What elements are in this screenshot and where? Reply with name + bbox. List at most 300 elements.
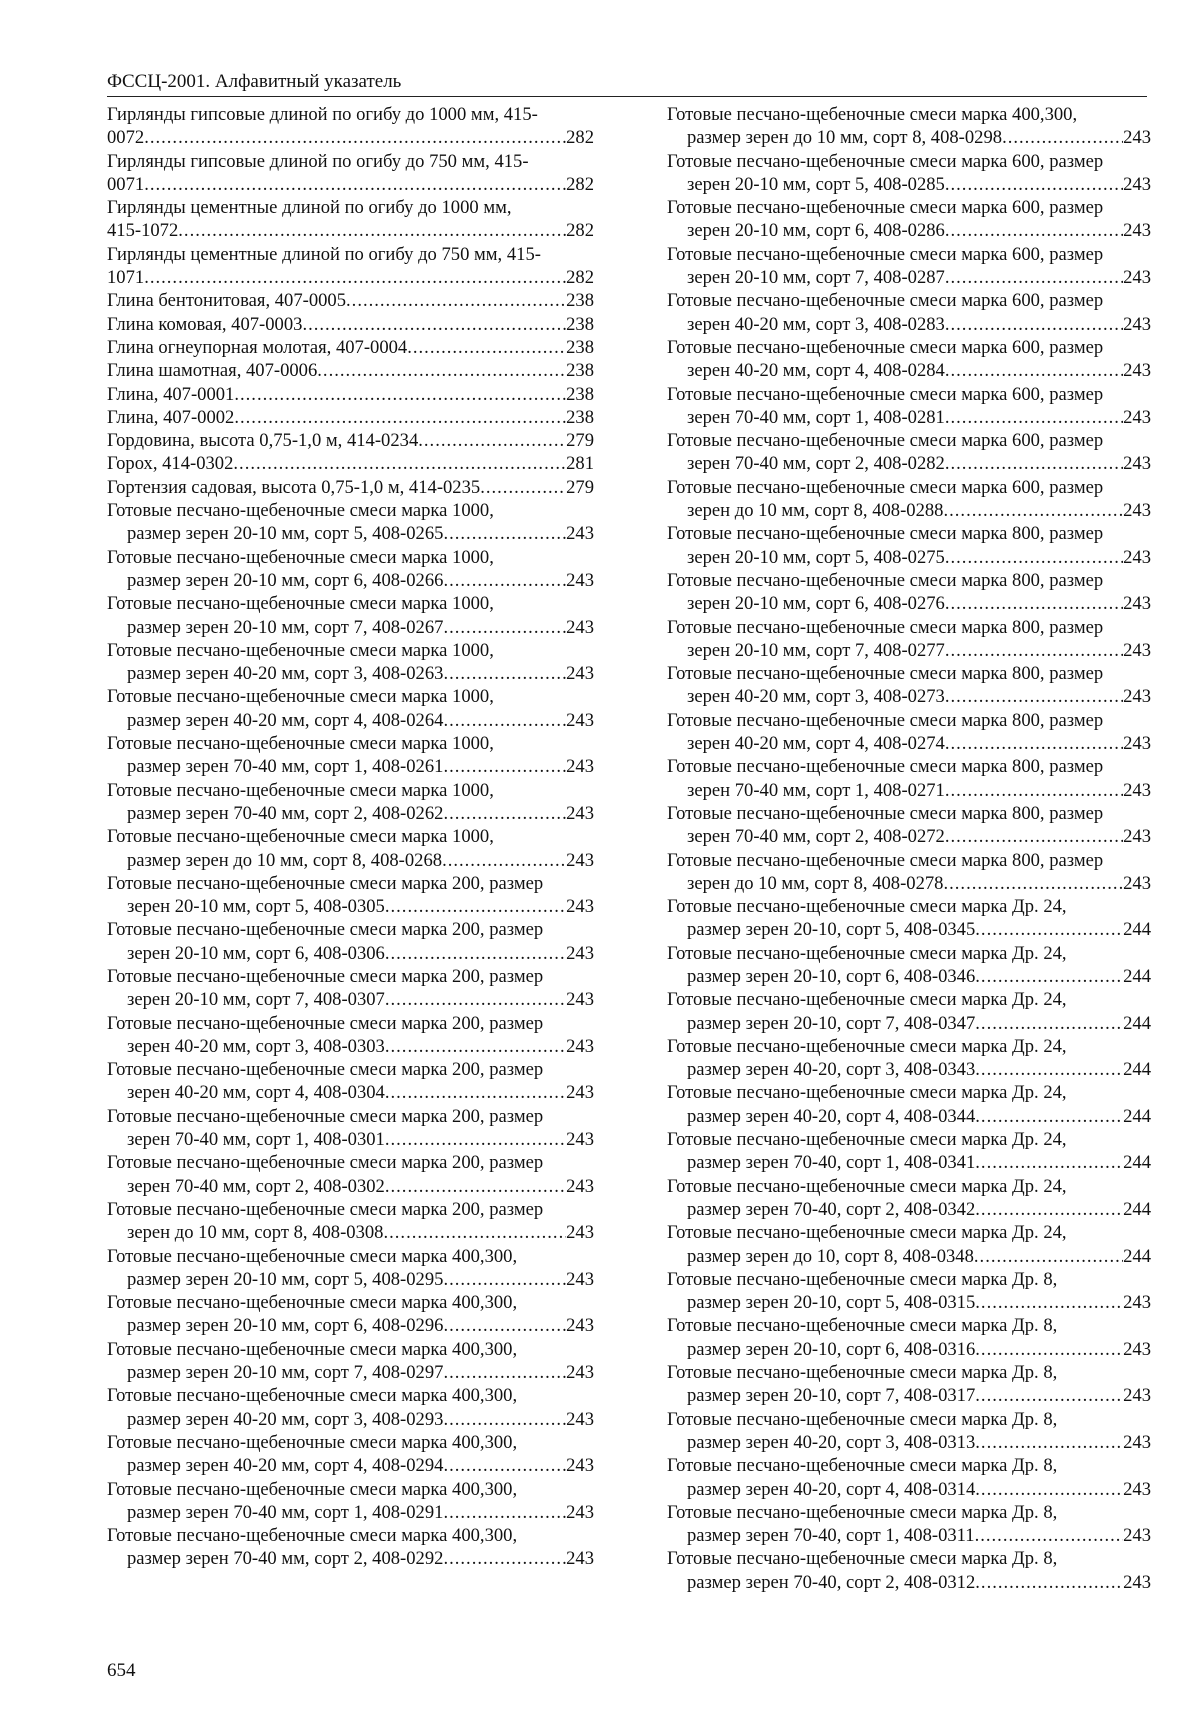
index-entry-page: 243 [566, 523, 594, 545]
index-entry-line [667, 825, 1151, 848]
index-entry-title: Готовые песчано-щебеночные смеси марка 200, размер [107, 1059, 544, 1081]
index-entry-page: 243 [566, 1548, 594, 1570]
index-entry-line [107, 359, 594, 382]
index-entry [667, 802, 1151, 849]
dot-leader [443, 522, 566, 545]
index-entry-line [107, 755, 594, 778]
index-entry-title: Готовые песчано-щебеночные смеси марка 200, размер [107, 1012, 544, 1034]
index-entry-title: Готовые песчано-щебеночные смеси марка 200, размер [107, 1152, 544, 1174]
index-entry [667, 709, 1151, 756]
dot-leader [442, 849, 566, 872]
dot-leader [975, 1151, 1123, 1174]
index-entry [667, 988, 1151, 1035]
index-entry-line [107, 895, 594, 918]
index-entry-line [107, 289, 594, 312]
index-entry-title: Гирлянды цементные длиной по огибу до 750 мм, 415- [107, 243, 541, 265]
index-entry [667, 1081, 1151, 1128]
index-entry-page: 243 [566, 989, 594, 1011]
index-entry-page: 243 [566, 1501, 594, 1523]
index-entry-line [107, 1501, 594, 1524]
index-entry [667, 1221, 1151, 1268]
index-entry-code: зерен 40-20 мм, сорт 3, 408-0283 [687, 313, 945, 335]
dot-leader [975, 1571, 1123, 1594]
index-entry-page: 243 [566, 756, 594, 778]
index-entry [667, 895, 1151, 942]
dot-leader [945, 732, 1123, 755]
index-entry [667, 1361, 1151, 1408]
index-entry-title: Готовые песчано-щебеночные смеси марка 800, размер [667, 756, 1104, 778]
dot-leader [943, 499, 1123, 522]
index-entry-title: Готовые песчано-щебеночные смеси марка 600, размер [667, 150, 1104, 172]
index-entry-line [667, 1384, 1151, 1407]
index-entry [107, 592, 594, 639]
index-entry-code: Глина, 407-0002 [107, 406, 235, 428]
index-entry-title: Готовые песчано-щебеночные смеси марка Др. 24, [667, 1175, 1067, 1197]
index-entry-page: 282 [566, 127, 594, 149]
index-entry-line [667, 1058, 1151, 1081]
index-entry-code: размер зерен 40-20, сорт 3, 408-0313 [687, 1431, 976, 1453]
index-entry-page: 282 [566, 173, 594, 195]
index-entry-code: размер зерен 70-40 мм, сорт 2, 408-0262 [127, 802, 444, 824]
dot-leader [385, 895, 566, 918]
index-entry-code: зерен до 10 мм, сорт 8, 408-0288 [687, 500, 944, 522]
index-entry-title: Готовые песчано-щебеночные смеси марка 200, размер [107, 1105, 544, 1127]
index-entry [667, 150, 1151, 197]
index-entry-page: 279 [566, 476, 594, 498]
index-entry-code: зерен 70-40 мм, сорт 1, 408-0281 [687, 406, 945, 428]
index-entry [667, 616, 1151, 663]
index-entry-code: размер зерен 20-10, сорт 7, 408-0317 [687, 1385, 976, 1407]
index-entry-line [667, 1012, 1151, 1035]
index-entry [107, 1151, 594, 1198]
dot-leader [443, 1454, 566, 1477]
index-entry-page: 243 [1123, 313, 1151, 335]
index-entry-line [107, 802, 594, 825]
index-entry-page: 238 [566, 360, 594, 382]
dot-leader [443, 755, 566, 778]
index-entry [667, 1454, 1151, 1501]
index-entry-code: Глина бентонитовая, 407-0005 [107, 290, 347, 312]
index-entry-title: Готовые песчано-щебеночные смеси марка 400,300, [107, 1292, 518, 1314]
index-entry-page: 243 [1123, 546, 1151, 568]
dot-leader [234, 383, 566, 406]
index-entry-page: 243 [1123, 1338, 1151, 1360]
index-entry-page: 243 [566, 1175, 594, 1197]
index-entry-title: Готовые песчано-щебеночные смеси марка 600, размер [667, 336, 1104, 358]
index-entry-page: 243 [1123, 267, 1151, 289]
index-entry-title: Готовые песчано-щебеночные смеси марка 600, размер [667, 290, 1104, 312]
index-entry-line [107, 988, 594, 1011]
index-entry-line [667, 918, 1151, 941]
index-entry-code: зерен 20-10 мм, сорт 5, 408-0285 [687, 173, 945, 195]
index-entry-page: 244 [1123, 965, 1151, 987]
dot-leader [317, 359, 566, 382]
index-entry [107, 313, 594, 336]
index-entry-line [667, 499, 1151, 522]
index-entry-line [667, 592, 1151, 615]
index-entry-code: размер зерен 40-20 мм, сорт 4, 408-0294 [127, 1455, 444, 1477]
index-entry-code: зерен 40-20 мм, сорт 3, 408-0273 [687, 686, 945, 708]
index-entry-code: размер зерен 70-40 мм, сорт 1, 408-0291 [127, 1501, 444, 1523]
index-entry-page: 238 [566, 290, 594, 312]
index-entry-code: размер зерен до 10 мм, сорт 8, 408-0298 [687, 127, 1003, 149]
index-entry-title: Готовые песчано-щебеночные смеси марка Др. 8, [667, 1548, 1058, 1570]
index-entry-code: 0071 [107, 173, 145, 195]
index-entry-code: зерен 20-10 мм, сорт 7, 408-0277 [687, 639, 945, 661]
dot-leader [945, 546, 1123, 569]
index-entry [107, 1431, 594, 1478]
index-entry-line [667, 406, 1151, 429]
index-entry [107, 406, 594, 429]
index-entry-line [667, 1338, 1151, 1361]
index-entry [107, 336, 594, 359]
index-entry-line [107, 313, 594, 336]
index-entry-line [107, 849, 594, 872]
index-entry-code: Гортензия садовая, высота 0,75-1,0 м, 414-0235 [107, 476, 481, 498]
index-entry-code: Глина, 407-0001 [107, 383, 235, 405]
index-entry-line [667, 1198, 1151, 1221]
index-entry-line [667, 452, 1151, 475]
index-entry-page: 243 [1123, 872, 1151, 894]
dot-leader [443, 802, 566, 825]
index-entry-page: 243 [566, 1408, 594, 1430]
dot-leader [945, 219, 1123, 242]
index-entry-title: Готовые песчано-щебеночные смеси марка 400,300, [107, 1431, 518, 1453]
index-entry-title: Готовые песчано-щебеночные смеси марка 400,300, [107, 1338, 518, 1360]
index-entry [667, 429, 1151, 476]
index-entry-title: Готовые песчано-щебеночные смеси марка 1000, [107, 733, 494, 755]
index-entry-code: 415-1072 [107, 220, 179, 242]
index-entry-line [107, 1128, 594, 1151]
index-entry-page: 238 [566, 313, 594, 335]
index-entry [667, 1128, 1151, 1175]
index-entry-title: Готовые песчано-щебеночные смеси марка Др. 8, [667, 1501, 1058, 1523]
index-entry-line [667, 546, 1151, 569]
index-entry-page: 243 [566, 1268, 594, 1290]
index-column-right [667, 103, 1151, 1594]
index-entry-code: размер зерен 20-10 мм, сорт 7, 408-0267 [127, 616, 444, 638]
index-entry-title: Готовые песчано-щебеночные смеси марка 1000, [107, 593, 494, 615]
index-entry-page: 243 [566, 1082, 594, 1104]
index-entry [667, 1035, 1151, 1082]
dot-leader [418, 429, 566, 452]
dot-leader [443, 709, 566, 732]
dot-leader [443, 1547, 566, 1570]
index-entry-title: Гирлянды гипсовые длиной по огибу до 750 мм, 415- [107, 150, 529, 172]
index-entry [667, 569, 1151, 616]
index-entry-page: 238 [566, 406, 594, 428]
index-entry [107, 1198, 594, 1245]
index-entry-code: зерен 70-40 мм, сорт 2, 408-0302 [127, 1175, 385, 1197]
index-entry-line [107, 1547, 594, 1570]
index-entry-line [667, 1291, 1151, 1314]
index-entry-line [667, 1431, 1151, 1454]
index-entry [107, 499, 594, 546]
dot-leader [975, 1198, 1123, 1221]
index-entry-line [667, 266, 1151, 289]
dot-leader [144, 126, 566, 149]
dot-leader [144, 173, 566, 196]
index-entry-page: 282 [566, 267, 594, 289]
index-entry-title: Готовые песчано-щебеночные смеси марка 800, размер [667, 523, 1104, 545]
dot-leader [178, 219, 566, 242]
dot-leader [443, 1314, 566, 1337]
index-entry-code: зерен 20-10 мм, сорт 7, 408-0307 [127, 989, 385, 1011]
index-entry-page: 243 [1123, 360, 1151, 382]
index-entry-code: размер зерен 20-10 мм, сорт 5, 408-0265 [127, 523, 444, 545]
index-entry-page: 238 [566, 336, 594, 358]
index-entry-code: размер зерен 70-40 мм, сорт 1, 408-0261 [127, 756, 444, 778]
index-entry-code: размер зерен 20-10, сорт 6, 408-0346 [687, 965, 976, 987]
index-entry [107, 1058, 594, 1105]
index-entry [107, 103, 594, 150]
index-entry-title: Готовые песчано-щебеночные смеси марка Др. 24, [667, 989, 1067, 1011]
dot-leader [945, 639, 1123, 662]
index-entry-title: Готовые песчано-щебеночные смеси марка 1000, [107, 779, 494, 801]
index-entry [667, 522, 1151, 569]
dot-leader [443, 569, 566, 592]
index-entry-code: зерен 70-40 мм, сорт 2, 408-0282 [687, 453, 945, 475]
dot-leader [975, 1384, 1123, 1407]
index-entry-code: 0072 [107, 127, 145, 149]
index-entry-page: 279 [566, 430, 594, 452]
index-entry-code: зерен 70-40 мм, сорт 1, 408-0301 [127, 1129, 385, 1151]
dot-leader [945, 313, 1123, 336]
index-entry-code: зерен 20-10 мм, сорт 5, 408-0305 [127, 896, 385, 918]
index-entry-title: Готовые песчано-щебеночные смеси марка 200, размер [107, 1198, 544, 1220]
index-entry [667, 1501, 1151, 1548]
index-entry-page: 243 [1123, 220, 1151, 242]
index-entry-line [107, 406, 594, 429]
index-entry-title: Готовые песчано-щебеночные смеси марка 1000, [107, 546, 494, 568]
index-entry-code: размер зерен 20-10, сорт 5, 408-0315 [687, 1292, 976, 1314]
index-entry-title: Готовые песчано-щебеночные смеси марка Др. 8, [667, 1362, 1058, 1384]
index-entry-line [107, 1175, 594, 1198]
index-entry [667, 196, 1151, 243]
index-entry-code: зерен до 10 мм, сорт 8, 408-0278 [687, 872, 944, 894]
dot-leader [443, 1361, 566, 1384]
index-entry-code: размер зерен до 10, сорт 8, 408-0348 [687, 1245, 974, 1267]
index-entry-code: размер зерен 70-40 мм, сорт 2, 408-0292 [127, 1548, 444, 1570]
index-entry-title: Гирлянды цементные длиной по огибу до 1000 мм, [107, 197, 512, 219]
index-entry [107, 452, 594, 475]
index-entry-title: Готовые песчано-щебеночные смеси марка Др. 24, [667, 942, 1067, 964]
index-entry-line [667, 965, 1151, 988]
index-entry [667, 1175, 1151, 1222]
index-entry [667, 1314, 1151, 1361]
index-entry-code: размер зерен 70-40, сорт 2, 408-0342 [687, 1198, 976, 1220]
index-entry-line [667, 1245, 1151, 1268]
index-entry-line [667, 685, 1151, 708]
index-entry-page: 243 [1123, 127, 1151, 149]
index-entry-title: Готовые песчано-щебеночные смеси марка 1000, [107, 500, 494, 522]
index-entry-title: Готовые песчано-щебеночные смеси марка 800, размер [667, 849, 1104, 871]
index-entry-code: зерен 20-10 мм, сорт 5, 408-0275 [687, 546, 945, 568]
index-entry-page: 244 [1123, 1245, 1151, 1267]
index-entry-code: размер зерен 20-10, сорт 5, 408-0345 [687, 919, 976, 941]
index-entry [107, 383, 594, 406]
index-entry-code: размер зерен до 10 мм, сорт 8, 408-0268 [127, 849, 443, 871]
index-entry-line [667, 779, 1151, 802]
index-entry-page: 244 [1123, 1152, 1151, 1174]
index-entry-title: Готовые песчано-щебеночные смеси марка 400,300, [107, 1525, 518, 1547]
dot-leader [945, 406, 1123, 429]
index-entry-line [667, 1571, 1151, 1594]
index-entry-code: зерен 20-10 мм, сорт 7, 408-0287 [687, 267, 945, 289]
dot-leader [480, 476, 566, 499]
index-entry [107, 1245, 594, 1292]
index-entry-line [107, 1314, 594, 1337]
index-entry-code: размер зерен 40-20 мм, сорт 3, 408-0263 [127, 663, 444, 685]
dot-leader [945, 266, 1123, 289]
index-entry-page: 282 [566, 220, 594, 242]
index-entry-code: размер зерен 20-10 мм, сорт 7, 408-0297 [127, 1362, 444, 1384]
index-entry [107, 1478, 594, 1525]
index-entry [107, 289, 594, 312]
index-entry-line [107, 1035, 594, 1058]
index-entry-code: зерен 70-40 мм, сорт 1, 408-0271 [687, 779, 945, 801]
index-entry [667, 383, 1151, 430]
index-entry-page: 243 [1123, 1431, 1151, 1453]
index-entry-code: Глина комовая, 407-0003 [107, 313, 303, 335]
index-entry [107, 150, 594, 197]
dot-leader [1002, 126, 1123, 149]
index-entry-page: 243 [1123, 173, 1151, 195]
index-entry-title: Готовые песчано-щебеночные смеси марка Др. 8, [667, 1408, 1058, 1430]
index-entry-page: 243 [1123, 733, 1151, 755]
index-entry-page: 243 [566, 896, 594, 918]
dot-leader [945, 359, 1123, 382]
index-entry-page: 243 [566, 1129, 594, 1151]
dot-leader [945, 452, 1123, 475]
dot-leader [144, 266, 566, 289]
index-entry-title: Готовые песчано-щебеночные смеси марка 1000, [107, 686, 494, 708]
index-entry-page: 243 [566, 849, 594, 871]
index-entry-page: 243 [566, 942, 594, 964]
dot-leader [385, 1128, 566, 1151]
index-entry-page: 244 [1123, 1105, 1151, 1127]
index-entry-title: Готовые песчано-щебеночные смеси марка Др. 8, [667, 1455, 1058, 1477]
dot-leader [945, 685, 1123, 708]
index-entry-line [667, 173, 1151, 196]
index-entry-page: 243 [1123, 1292, 1151, 1314]
index-entry-title: Готовые песчано-щебеночные смеси марка 1000, [107, 826, 494, 848]
index-entry-page: 244 [1123, 1198, 1151, 1220]
index-entry [667, 662, 1151, 709]
index-entry-line [667, 639, 1151, 662]
dot-leader [975, 1338, 1123, 1361]
index-entry [107, 732, 594, 779]
index-entry-line [667, 1105, 1151, 1128]
index-entry-line [107, 662, 594, 685]
index-entry-title: Готовые песчано-щебеночные смеси марка 800, размер [667, 709, 1104, 731]
page-number: 654 [107, 1660, 136, 1681]
index-entry-code: зерен до 10 мм, сорт 8, 408-0308 [127, 1222, 384, 1244]
dot-leader [975, 1058, 1123, 1081]
index-entry-title: Готовые песчано-щебеночные смеси марка 200, размер [107, 965, 544, 987]
dot-leader [443, 1268, 566, 1291]
index-entry-code: зерен 20-10 мм, сорт 6, 408-0276 [687, 593, 945, 615]
dot-leader [302, 313, 566, 336]
index-entry-title: Готовые песчано-щебеночные смеси марка 800, размер [667, 802, 1104, 824]
dot-leader [443, 1501, 566, 1524]
index-entry-line [107, 569, 594, 592]
index-entry-page: 243 [1123, 406, 1151, 428]
index-entry-line [667, 1524, 1151, 1547]
index-entry-line [107, 1081, 594, 1104]
index-entry [107, 1384, 594, 1431]
index-entry-line [667, 219, 1151, 242]
index-entry-title: Готовые песчано-щебеночные смеси марка 800, размер [667, 663, 1104, 685]
index-entry [667, 755, 1151, 802]
index-entry-code: Гордовина, высота 0,75-1,0 м, 414-0234 [107, 430, 419, 452]
dot-leader [233, 452, 566, 475]
dot-leader [975, 1105, 1123, 1128]
index-entry [667, 336, 1151, 383]
dot-leader [945, 825, 1123, 848]
index-entry-line [107, 942, 594, 965]
index-entry-page: 243 [1123, 639, 1151, 661]
index-entry-page: 243 [1123, 826, 1151, 848]
index-entry-code: размер зерен 40-20 мм, сорт 3, 408-0293 [127, 1408, 444, 1430]
index-entry-title: Готовые песчано-щебеночные смеси марка 600, размер [667, 476, 1104, 498]
index-entry-line [107, 1361, 594, 1384]
index-entry-title: Готовые песчано-щебеночные смеси марка Др. 24, [667, 896, 1067, 918]
page-title: ФССЦ-2001. Алфавитный указатель [107, 71, 402, 92]
index-entry-title: Готовые песчано-щебеночные смеси марка Др. 24, [667, 1082, 1067, 1104]
index-entry-page: 243 [1123, 686, 1151, 708]
index-entry [107, 476, 594, 499]
index-entry [667, 1547, 1151, 1594]
index-entry-line [667, 126, 1151, 149]
index-entry-page: 243 [566, 663, 594, 685]
index-entry-line [107, 1454, 594, 1477]
index-column-left [107, 103, 594, 1571]
index-entry-code: зерен 40-20 мм, сорт 3, 408-0303 [127, 1035, 385, 1057]
index-entry-page: 243 [566, 1035, 594, 1057]
index-entry [667, 103, 1151, 150]
index-entry-title: Готовые песчано-щебеночные смеси марка 400,300, [107, 1245, 518, 1267]
dot-leader [385, 1175, 566, 1198]
index-entry-code: размер зерен 40-20, сорт 4, 408-0344 [687, 1105, 976, 1127]
index-entry-line [107, 173, 594, 196]
index-entry-title: Готовые песчано-щебеночные смеси марка 200, размер [107, 872, 544, 894]
index-entry-title: Готовые песчано-щебеночные смеси марка 600, размер [667, 197, 1104, 219]
dot-leader [945, 592, 1123, 615]
index-entry-code: размер зерен 70-40, сорт 1, 408-0311 [687, 1525, 975, 1547]
index-entry [667, 289, 1151, 336]
index-entry-title: Гирлянды гипсовые длиной по огибу до 1000 мм, 415- [107, 104, 538, 125]
index-entry-line [107, 709, 594, 732]
dot-leader [945, 173, 1123, 196]
index-entry-page: 243 [566, 1455, 594, 1477]
index-entry [107, 639, 594, 686]
index-entry-code: размер зерен 40-20, сорт 4, 408-0314 [687, 1478, 976, 1500]
index-entry [667, 849, 1151, 896]
index-entry-title: Готовые песчано-щебеночные смеси марка Др. 8, [667, 1315, 1058, 1337]
index-entry [107, 546, 594, 593]
index-entry-title: Готовые песчано-щебеночные смеси марка 400,300, [107, 1478, 518, 1500]
index-entry [107, 359, 594, 382]
index-entry-line [107, 383, 594, 406]
index-entry-line [107, 1408, 594, 1431]
index-entry-code: зерен 40-20 мм, сорт 4, 408-0274 [687, 733, 945, 755]
dot-leader [975, 918, 1123, 941]
index-entry [107, 825, 594, 872]
index-entry-title: Готовые песчано-щебеночные смеси марка 800, размер [667, 569, 1104, 591]
dot-leader [443, 616, 566, 639]
dot-leader [383, 1221, 566, 1244]
